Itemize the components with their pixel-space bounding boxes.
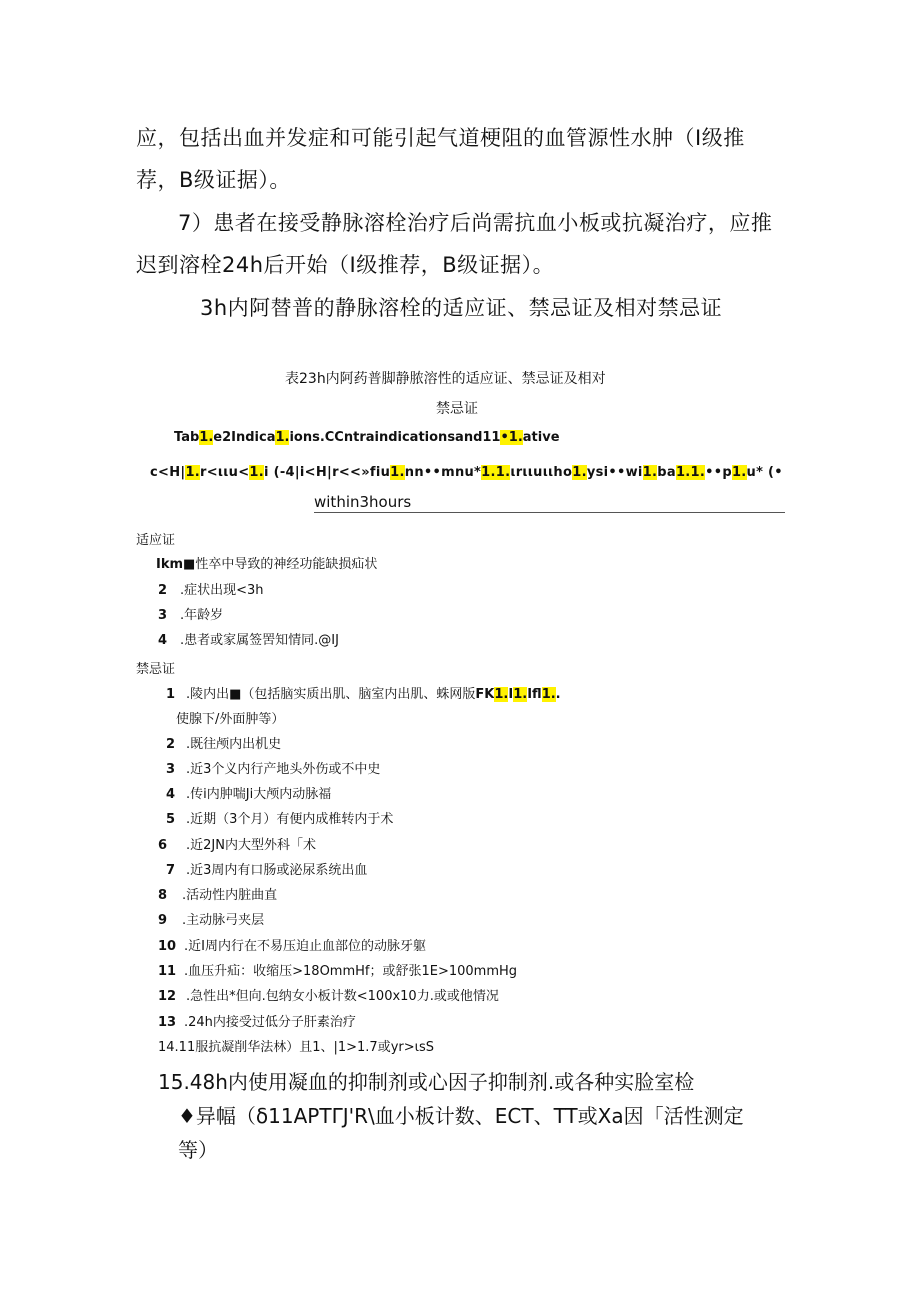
- list-item: 10 .近I周内行在不易压迫止血部位的动脉牙躯: [158, 939, 426, 954]
- list-item: 2 .症状出现<3h: [158, 583, 264, 598]
- paragraph-line: 15.48h内使用凝血的抑制剂或心因子抑制剂.或各种实脸室检: [158, 1070, 695, 1094]
- contraindications-heading: 禁忌证: [136, 662, 176, 677]
- list-item: 6 .近2JN内大型外科「术: [158, 838, 316, 853]
- list-item: 8 .活动性内脏曲直: [158, 888, 278, 903]
- list-item: 13 .24h内接受过低分子肝素治疗: [158, 1015, 356, 1030]
- table-title-en: Tab1.e2Indica1.ions.CCntraindicationsand11•1.ative: [174, 430, 560, 445]
- paragraph-line: 荐，B级证据）。: [136, 168, 291, 192]
- list-item: 11 .血压升疝：收缩压>18OmmHf；或舒张1E>100mmHg: [158, 964, 518, 979]
- table-title-en-cont: c<H|1.r<ιιu<1.i (-4|i<H|r<<»fiu1.nn••mnu*1.1.ιrιιuιιho1.ysi••wi1.ba1.1.••p1.u* (•: [150, 465, 783, 480]
- list-item: 3 .近3个义内行产地头外伤或不中史: [166, 762, 381, 777]
- table-title-cn-cont: 禁忌证: [436, 401, 478, 417]
- list-item: 3 .年龄岁: [158, 608, 224, 623]
- paragraph-line: 7）患者在接受静脉溶栓治疗后尚需抗血小板或抗凝治疗，应推: [178, 211, 773, 235]
- paragraph-line: ♦异幅（δ11APTΓJ'R\血小板计数、ECT、TT或Xa因「活性测定: [178, 1104, 744, 1128]
- list-item: 2 .既往颅内出机史: [166, 737, 282, 752]
- table-top-rule: [314, 512, 785, 513]
- list-item: Ikm■性卒中导致的神经功能缺损疝状: [156, 557, 378, 572]
- list-item: 7 .近3周内有口肠或泌尿系统出血: [166, 863, 368, 878]
- indications-heading: 适应证: [136, 533, 176, 548]
- list-item-cont: 使腺下/外面肿等）: [176, 712, 285, 727]
- list-item: 14.11服抗凝削华法林）且1、|1>1.7或yr>ιsS: [158, 1040, 435, 1055]
- list-item: 12 .急性出*但向.包纳女小板计数<100x10力.或或他情况: [158, 989, 499, 1004]
- paragraph-line: 应，包括出血并发症和可能引起气道梗阻的血管源性水肿（I级推: [136, 126, 745, 150]
- list-item: 9 .主动脉弓夹层: [158, 913, 265, 928]
- list-item: 1 .陵内出■（包括脑实质出肌、脑室内出肌、蛛网版FK1.I1.Ifl1..: [166, 687, 561, 702]
- paragraph-line: 等）: [178, 1138, 218, 1162]
- table-title-cn: 表23h内阿药普脚静脓溶性的适应证、禁忌证及相对: [285, 371, 606, 387]
- list-item: 4 .传i内肿喘Ji大颅内动脉福: [166, 787, 332, 802]
- table-title-en-tail: within3hours: [314, 493, 412, 511]
- list-item: 4 .患者或家属签罟知情同.@IJ: [158, 633, 339, 648]
- list-item: 5 .近期（3个月）有便内成椎转内于术: [166, 812, 394, 827]
- paragraph-line: 迟到溶栓24h后开始（I级推荐，B级证据）。: [136, 253, 555, 277]
- section-heading: 3h内阿替普的静脉溶栓的适应证、禁忌证及相对禁忌证: [200, 296, 723, 320]
